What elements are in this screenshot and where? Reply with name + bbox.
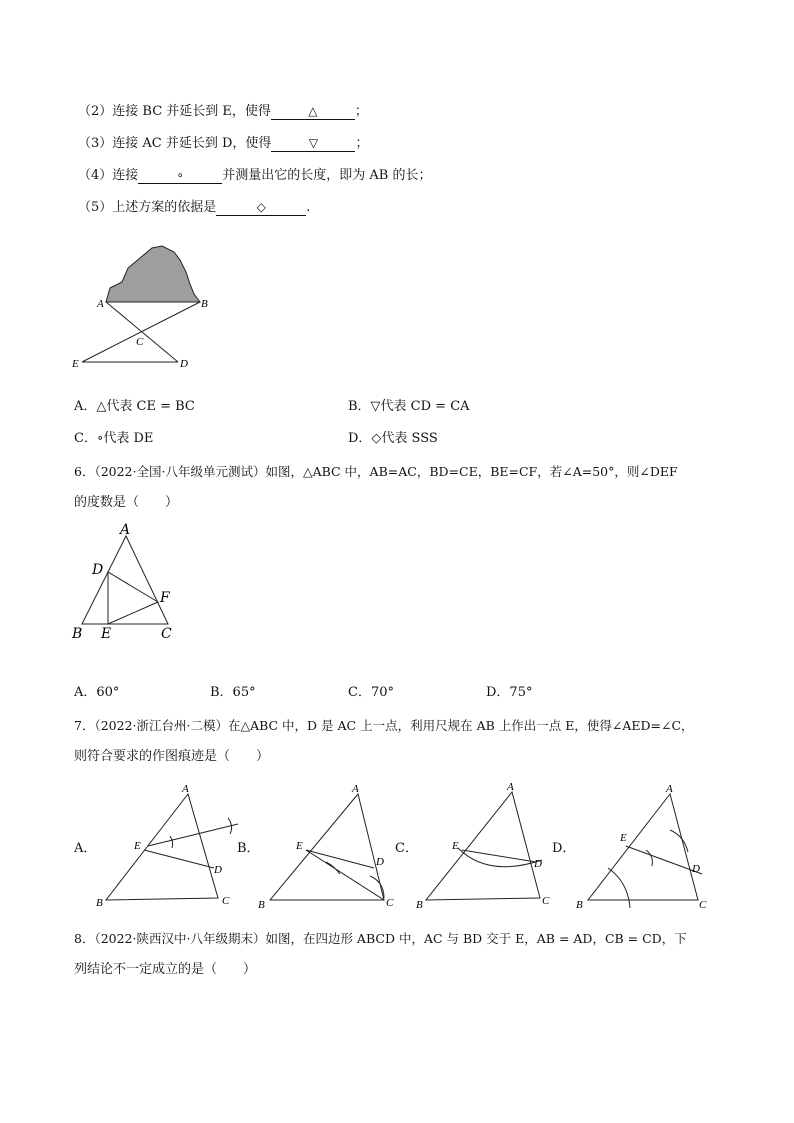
label-b: B: [258, 899, 265, 911]
q5-step4-end: 并测量出它的长度，即为 AB 的长；: [222, 168, 432, 183]
label-d: D: [214, 864, 222, 876]
arc-mark: [670, 830, 688, 852]
q7-stem-line2: 则符合要求的作图痕迹是（ ）: [74, 749, 270, 764]
q5-step4: [78, 167, 432, 185]
circle-symbol: ∘: [176, 168, 185, 182]
q6-option-a[interactable]: A．60°: [74, 685, 120, 700]
label-b: B: [96, 897, 103, 909]
triangle-symbol: △: [308, 104, 318, 118]
label-a: A: [352, 783, 359, 795]
answer-blank[interactable]: [271, 104, 355, 120]
q5-step2: [78, 103, 368, 121]
q5-figure: [70, 238, 220, 373]
label-a: A: [507, 781, 514, 793]
arc-mark: [370, 876, 384, 898]
label-f: F: [160, 590, 170, 606]
q7-option-d[interactable]: D．: [552, 841, 576, 856]
label-d: D: [534, 858, 542, 870]
label-c: C: [222, 895, 230, 907]
arc-mark: [646, 850, 652, 866]
q6-option-b[interactable]: B．65°: [210, 685, 256, 700]
segment-ed: [306, 850, 374, 868]
answer-blank[interactable]: [216, 200, 306, 216]
segment-ed: [462, 850, 536, 862]
label-b: B: [201, 298, 208, 310]
label-d: D: [92, 562, 104, 578]
segment-be: [82, 302, 200, 362]
q7-stem-line1: 7．（2022·浙江台州·二模）在△ABC 中，D 是 AC 上一点，利用尺规在 AB 上作出一点 E，使得∠AED=∠C，: [74, 718, 694, 733]
label-c: C: [161, 626, 172, 642]
q8-stem-line2: 列结论不一定成立的是（ ）: [74, 962, 257, 977]
arc-mark: [170, 836, 173, 848]
answer-blank[interactable]: [138, 168, 222, 184]
q7-figure-b[interactable]: [254, 778, 404, 913]
label-a: A: [120, 522, 131, 538]
q5-step5-text: （5）上述方案的依据是: [78, 200, 217, 215]
label-d: D: [376, 856, 384, 868]
q5-step3: [78, 135, 368, 153]
triangle-abc: [588, 794, 698, 900]
q5-option-a[interactable]: A．△代表 CE = BC: [74, 399, 195, 414]
label-e: E: [101, 626, 112, 642]
q5-step3-end: ；: [355, 136, 369, 151]
q6-stem-line2: 的度数是（ ）: [74, 495, 179, 510]
label-b: B: [576, 899, 583, 911]
q8-stem-line1: 8．（2022·陕西汉中·八年级期末）如图，在四边形 ABCD 中，AC 与 BD 交于 E，AB = AD，CB = CD，下: [74, 931, 687, 946]
triangle-def: [108, 572, 158, 624]
down-triangle-symbol: ▽: [308, 136, 319, 150]
q5-step5: [78, 199, 310, 217]
label-e: E: [452, 840, 459, 852]
q5-step5-end: .: [306, 200, 311, 215]
segment-ed: [144, 850, 214, 868]
label-b: B: [416, 899, 423, 911]
label-c: C: [136, 336, 144, 348]
diamond-symbol: ◇: [256, 200, 266, 214]
q5-step2-end: ；: [354, 104, 368, 119]
label-e: E: [72, 358, 79, 370]
q5-step3-text: （3）连接 AC 并延长到 D，使得: [78, 136, 272, 151]
triangle-abc: [82, 536, 168, 624]
rock-obstacle: [106, 246, 200, 302]
label-a: A: [182, 783, 189, 795]
label-d: D: [180, 358, 188, 370]
label-c: C: [542, 895, 550, 907]
q6-option-c[interactable]: C．70°: [348, 685, 394, 700]
q7-option-c[interactable]: C．: [395, 841, 418, 856]
segment-ec: [306, 850, 384, 900]
q7-figure-c[interactable]: [412, 778, 562, 913]
triangle-abc: [106, 794, 218, 900]
label-a: A: [666, 783, 673, 795]
q6-stem-line1: 6．（2022·全国·八年级单元测试）如图，△ABC 中，AB=AC，BD=CE，BE=CF，若∠A=50°，则∠DEF: [74, 464, 678, 479]
label-a: A: [97, 298, 104, 310]
label-e: E: [134, 840, 141, 852]
q5-option-c[interactable]: C．∘代表 DE: [74, 431, 154, 446]
answer-blank[interactable]: [271, 136, 355, 152]
segment-ed: [626, 846, 702, 874]
q7-figure-a[interactable]: [92, 778, 242, 913]
q5-option-b[interactable]: B．▽代表 CD = CA: [348, 399, 470, 414]
triangle-abc: [426, 792, 540, 900]
q5-option-d[interactable]: D．◇代表 SSS: [348, 431, 438, 446]
label-b: B: [72, 626, 83, 642]
label-d: D: [692, 863, 700, 875]
q6-figure: [68, 520, 188, 645]
triangle-abc: [270, 794, 384, 900]
bisector-line: [148, 824, 238, 846]
label-e: E: [620, 832, 627, 844]
label-e: E: [296, 840, 303, 852]
label-c: C: [699, 899, 707, 911]
arc-mark: [608, 868, 630, 908]
q5-step4-text: （4）连接: [78, 168, 139, 183]
q5-step2-text: （2）连接 BC 并延长到 E，使得: [78, 104, 271, 119]
q7-figure-d[interactable]: [572, 778, 722, 913]
label-c: C: [386, 897, 394, 909]
q7-option-a[interactable]: A．: [74, 841, 97, 856]
q7-option-b[interactable]: B．: [237, 841, 260, 856]
q6-option-d[interactable]: D．75°: [486, 685, 533, 700]
